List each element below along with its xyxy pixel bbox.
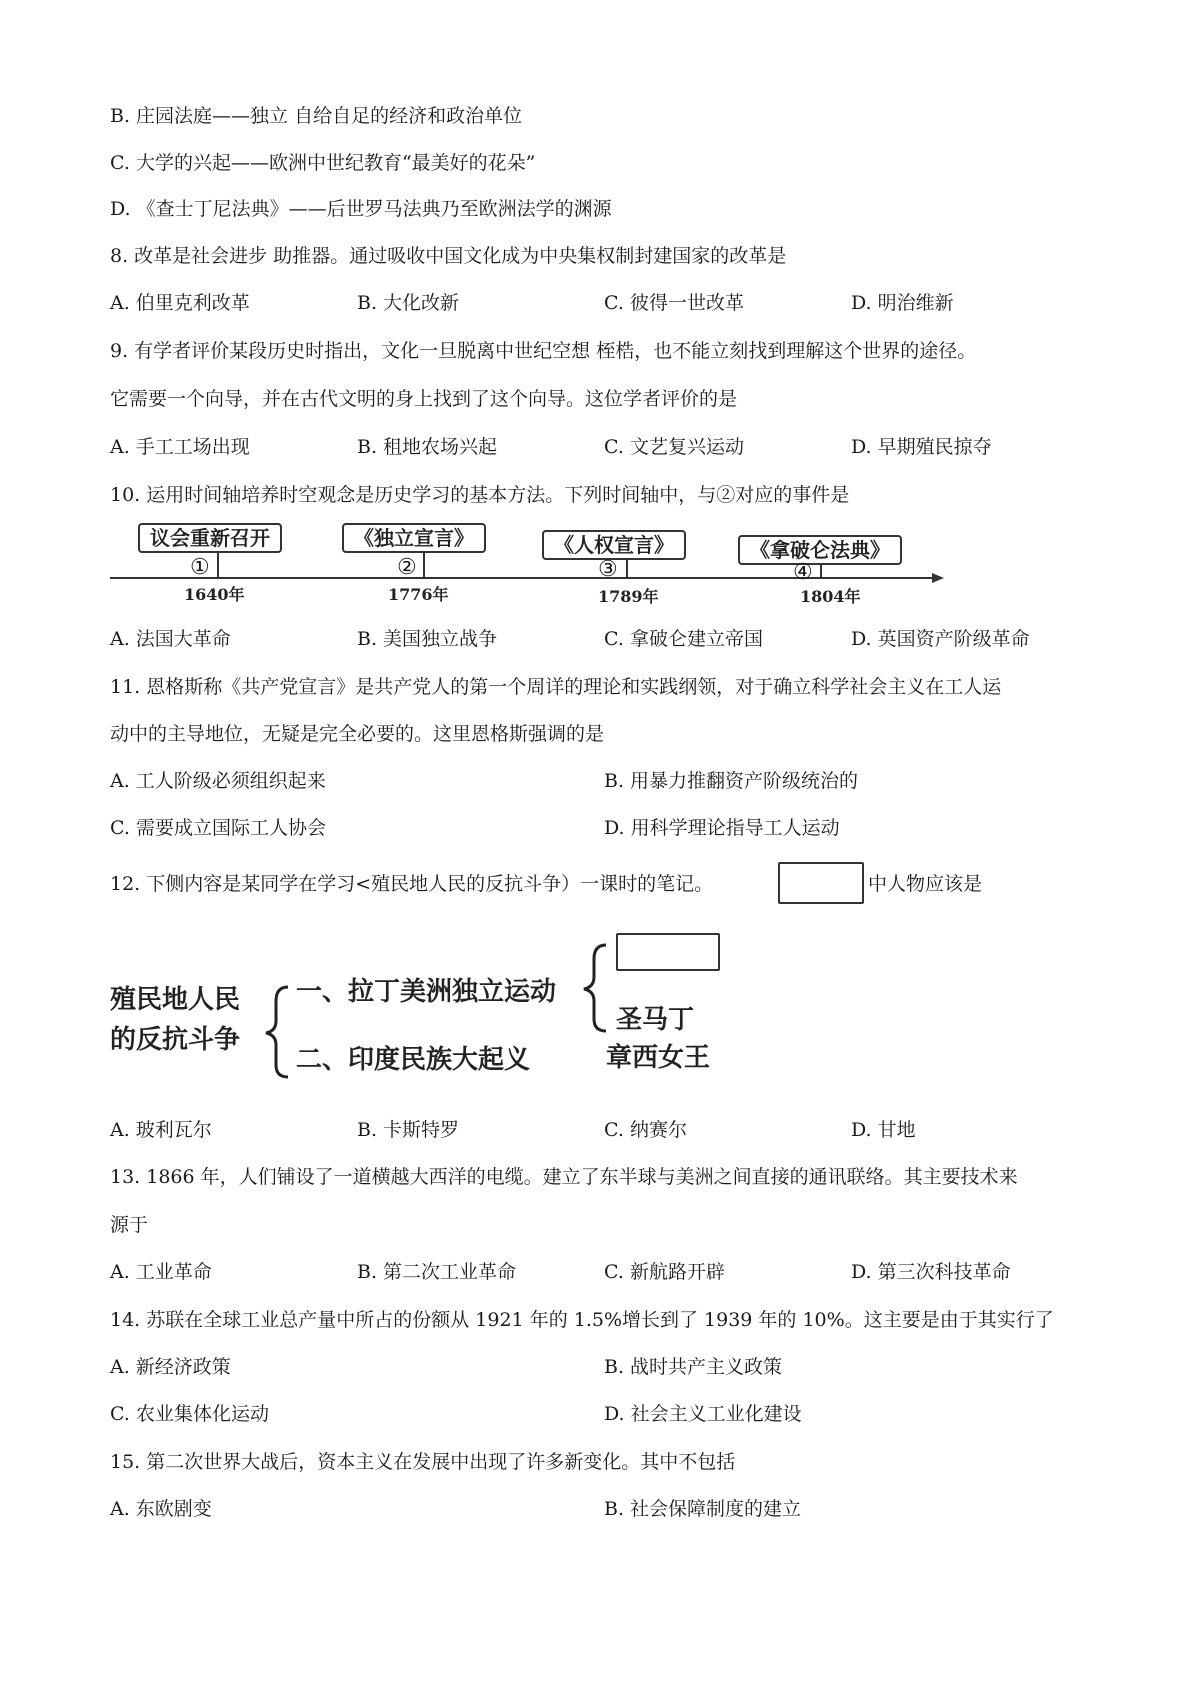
timeline-year-1: 1640年 bbox=[184, 585, 245, 604]
q13-option-b: B. 第二次工业革命 bbox=[357, 1261, 517, 1283]
q14-option-a: A. 新经济政策 bbox=[110, 1356, 231, 1378]
q11-stem-line2: 动中的主导地位，无疑是完全必要的。这里恩格斯强调的是 bbox=[110, 723, 605, 745]
q11-option-b: B. 用暴力推翻资产阶级统治的 bbox=[604, 770, 859, 792]
timeline-event-1: 议会重新召开 bbox=[138, 523, 282, 553]
q15-option-b: B. 社会保障制度的建立 bbox=[604, 1498, 802, 1520]
timeline-year-3: 1789年 bbox=[598, 587, 659, 606]
q14-stem: 14. 苏联在全球工业总产量中所占的份额从 1921 年的 1.5%增长到了 1939 年的 10%。这主要是由于其实行了 bbox=[110, 1309, 1054, 1331]
timeline-year-2: 1776年 bbox=[388, 585, 449, 604]
q13-option-a: A. 工业革命 bbox=[110, 1261, 212, 1283]
notes-blank-box bbox=[616, 933, 720, 971]
q12-option-d: D. 甘地 bbox=[851, 1119, 916, 1141]
q9-option-d: D. 早期殖民掠夺 bbox=[851, 436, 992, 458]
q14-option-b: B. 战时共产主义政策 bbox=[604, 1356, 783, 1378]
notes-root-line2: 的反抗斗争 bbox=[110, 1025, 241, 1055]
q13-stem-line2: 源于 bbox=[110, 1214, 149, 1236]
q13-option-d: D. 第三次科技革命 bbox=[851, 1261, 1011, 1283]
q12-notes-figure bbox=[110, 925, 750, 1085]
q10-option-a: A. 法国大革命 bbox=[110, 628, 231, 650]
q10-option-c: C. 拿破仑建立帝国 bbox=[604, 628, 763, 650]
timeline-num-4: ④ bbox=[793, 560, 813, 585]
q11-option-a: A. 工人阶级必须组织起来 bbox=[110, 770, 326, 792]
q8-option-c: C. 彼得一世改革 bbox=[604, 292, 744, 314]
q8-option-d: D. 明治维新 bbox=[851, 292, 954, 314]
q9-stem-line2: 它需要一个向导，并在古代文明的身上找到了这个向导。这位学者评价的是 bbox=[110, 388, 738, 410]
q11-option-d: D. 用科学理论指导工人运动 bbox=[604, 817, 840, 839]
q12-option-c: C. 纳赛尔 bbox=[604, 1119, 687, 1141]
q12-option-a: A. 玻利瓦尔 bbox=[110, 1119, 212, 1141]
notes-branch-latin-america: 一、拉丁美洲独立运动 bbox=[296, 977, 557, 1007]
q8-option-a: A. 伯里克利改革 bbox=[110, 292, 250, 314]
timeline-event-2: 《独立宣言》 bbox=[342, 523, 486, 553]
timeline-num-2: ② bbox=[397, 555, 417, 580]
q8-option-b: B. 大化改新 bbox=[357, 292, 460, 314]
q12-option-b: B. 卡斯特罗 bbox=[357, 1119, 460, 1141]
notes-root-line1: 殖民地人民 bbox=[110, 985, 241, 1015]
q10-stem: 10. 运用时间轴培养时空观念是历史学习的基本方法。下列时间轴中，与②对应的事件是 bbox=[110, 484, 850, 506]
q12-stem-part1: 12. 下侧内容是某同学在学习<殖民地人民的反抗斗争）一课时的笔记。 bbox=[110, 873, 714, 895]
q10-option-d: D. 英国资产阶级革命 bbox=[851, 628, 1030, 650]
timeline-event-3: 《人权宣言》 bbox=[542, 530, 686, 560]
q10-option-b: B. 美国独立战争 bbox=[357, 628, 498, 650]
notes-leaf-rani: 章西女王 bbox=[606, 1043, 711, 1073]
q8-stem: 8. 改革是社会进步 助推器。通过吸收中国文化成为中央集权制封建国家的改革是 bbox=[110, 245, 787, 267]
timeline-tick-2 bbox=[423, 553, 425, 578]
timeline-tick-3 bbox=[626, 560, 628, 578]
notes-branch-india: 二、印度民族大起义 bbox=[296, 1045, 531, 1075]
q9-option-a: A. 手工工场出现 bbox=[110, 436, 250, 458]
timeline-num-1: ① bbox=[190, 555, 210, 580]
q9-option-b: B. 租地农场兴起 bbox=[357, 436, 498, 458]
q9-option-c: C. 文艺复兴运动 bbox=[604, 436, 744, 458]
q12-blank-box bbox=[778, 862, 864, 904]
q7-option-b: B. 庄园法庭——独立 自给自足的经济和政治单位 bbox=[110, 105, 523, 127]
q15-option-a: A. 东欧剧变 bbox=[110, 1498, 212, 1520]
timeline-tick-1 bbox=[217, 553, 219, 578]
q11-stem-line1: 11. 恩格斯称《共产党宣言》是共产党人的第一个周详的理论和实践纲领，对于确立科学社会主义在工人运 bbox=[110, 676, 1002, 698]
q13-stem-line1: 13. 1866 年，人们铺设了一道横越大西洋的电缆。建立了东半球与美洲之间直接的通讯联络。其主要技术来 bbox=[110, 1166, 1018, 1188]
q7-option-c: C. 大学的兴起——欧洲中世纪教育“最美好的花朵” bbox=[110, 152, 536, 174]
q14-option-d: D. 社会主义工业化建设 bbox=[604, 1403, 802, 1425]
q7-option-d: D. 《查士丁尼法典》——后世罗马法典乃至欧洲法学的渊源 bbox=[110, 198, 612, 220]
timeline-event-4: 《拿破仑法典》 bbox=[738, 535, 902, 565]
timeline-year-4: 1804年 bbox=[800, 587, 861, 606]
q14-option-c: C. 农业集体化运动 bbox=[110, 1403, 269, 1425]
timeline-figure bbox=[110, 515, 950, 615]
notes-leaf-san-martin: 圣马丁 bbox=[616, 1005, 695, 1035]
q12-stem-part2: 中人物应该是 bbox=[868, 873, 983, 895]
timeline-tick-4 bbox=[820, 565, 822, 578]
q9-stem-line1: 9. 有学者评价某段历史时指出，文化一旦脱离中世纪空想 桎梏，也不能立刻找到理解这个世界的途径。 bbox=[110, 340, 977, 362]
q11-option-c: C. 需要成立国际工人协会 bbox=[110, 817, 326, 839]
q15-stem: 15. 第二次世界大战后，资本主义在发展中出现了许多新变化。其中不包括 bbox=[110, 1451, 736, 1473]
timeline-num-3: ③ bbox=[598, 557, 618, 582]
q13-option-c: C. 新航路开辟 bbox=[604, 1261, 725, 1283]
